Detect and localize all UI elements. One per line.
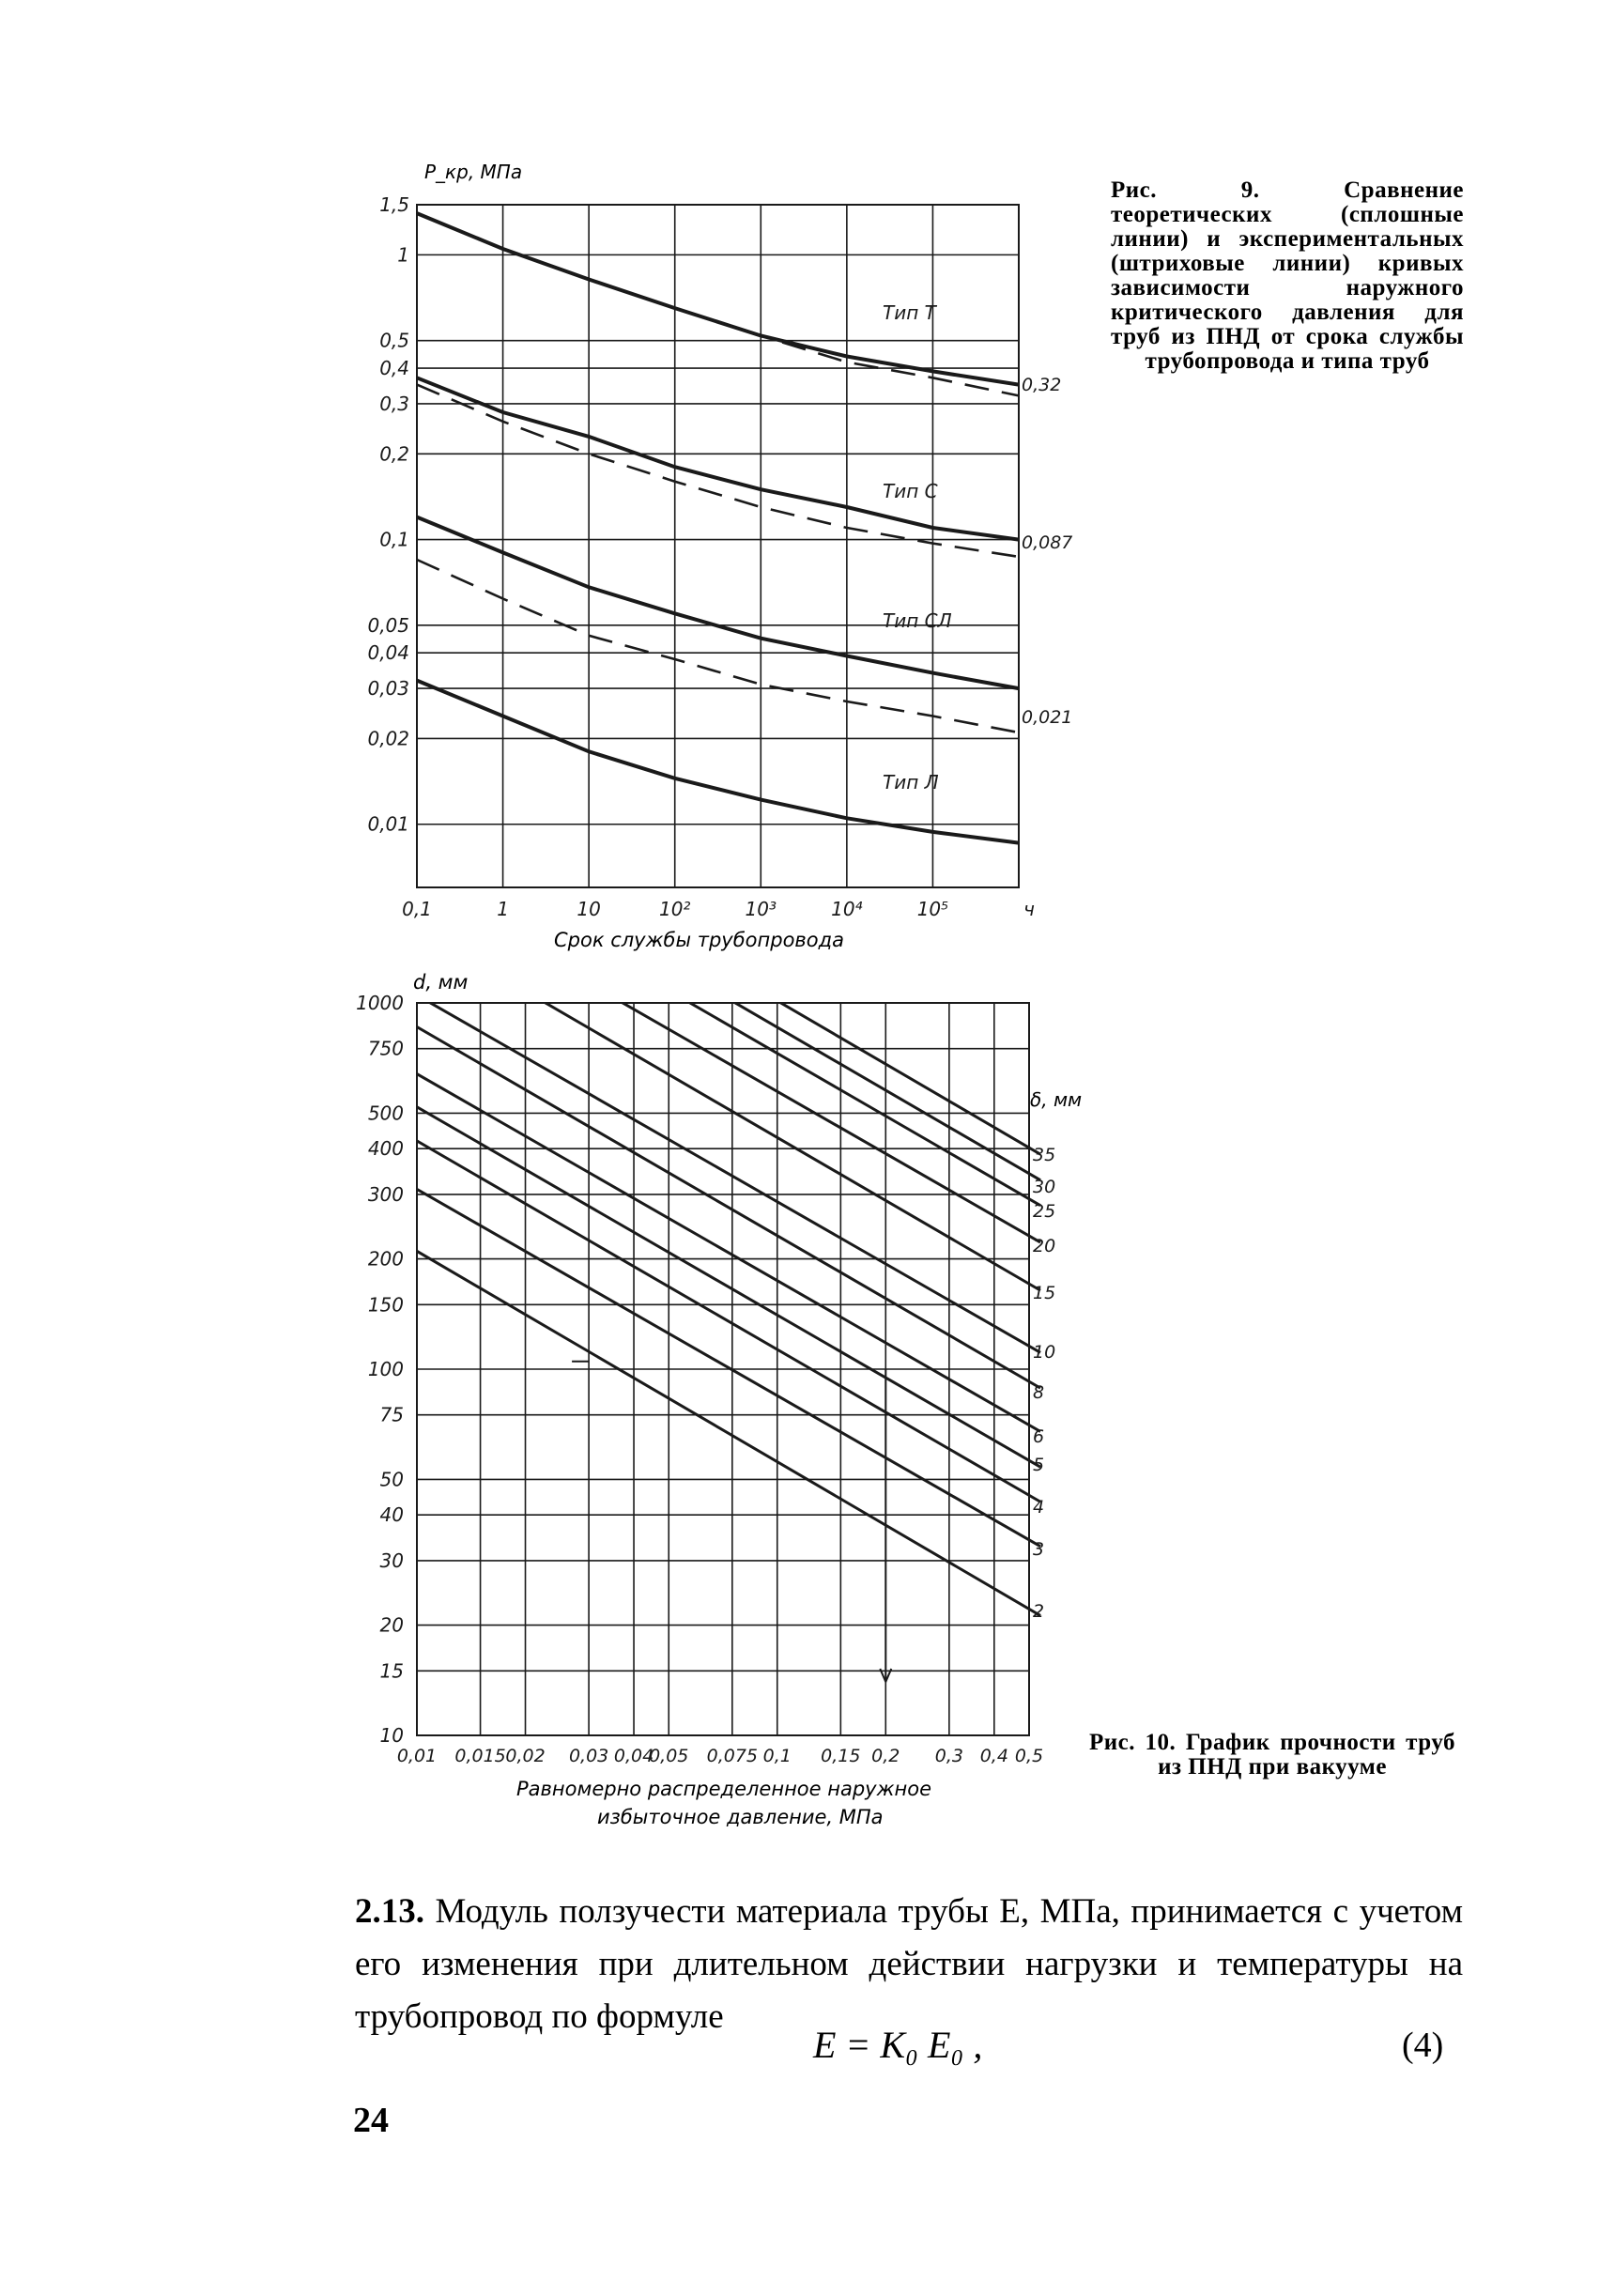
fig9-x-tick-label: 10³ (745, 898, 777, 920)
fig10-y-tick-label: 150 (367, 1293, 404, 1317)
fig10-x-tick-label: 0,015 (454, 1746, 506, 1766)
fig10-y-tick-label: 500 (367, 1102, 404, 1125)
fig10-delta-label: 25 (1033, 1201, 1056, 1222)
fig10-delta-line (417, 928, 1040, 1290)
fig10-x-tick-label: 0,1 (762, 1746, 792, 1766)
fig10-x-tick-label: 0,075 (706, 1746, 759, 1766)
fig10-x-tick-label: 0,03 (568, 1746, 609, 1766)
fig9-y-tick-label: 0,2 (379, 442, 409, 466)
fig10-x-tick-label: 0,4 (979, 1746, 1008, 1766)
fig10-y-tick-label: 75 (379, 1403, 404, 1426)
fig9-curve-label: Тип СЛ (883, 609, 952, 632)
fig10-y-tick-label: 10 (379, 1724, 404, 1747)
fig10-x-tick-label: 0,5 (1014, 1746, 1044, 1766)
fig10-x-tick-label: 0,3 (934, 1746, 963, 1766)
fig10-y-tick-label: 15 (379, 1659, 404, 1683)
fig10-x-tick-label: 0,04 (613, 1746, 654, 1766)
fig10-x-tick-label: 0,01 (396, 1746, 438, 1766)
fig9-y-tick-label: 0,5 (379, 329, 409, 352)
fig9-x-axis-label: Срок службы трубопровода (554, 929, 845, 951)
fig9-right-value: 0,32 (1022, 375, 1062, 395)
fig10-delta-line (417, 885, 1040, 1242)
fig10-y-tick-label: 400 (367, 1137, 404, 1161)
fig10-y-tick-label: 1000 (356, 992, 404, 1014)
paragraph-text: Модуль ползучести материала трубы E, МПа, принимается с учетом его изменения при длительном действии нагрузки и температуры на трубопровод по формуле (355, 1892, 1463, 2036)
fig10-delta-line (417, 1189, 1040, 1546)
fig9-x-tick-label: 10² (658, 898, 691, 920)
fig10-delta-line (417, 845, 1040, 1206)
figure-9-caption: Рис. 9. Сравнение теоретических (сплошные линии) и экспериментальных (штриховые линии) кривых зависимости наружного критического давления для труб из ПНД от срока службы трубопровода и типа труб (1111, 177, 1464, 374)
section-number: 2.13. (355, 1892, 424, 1931)
fig9-x-tick-label: 1 (497, 898, 509, 920)
fig10-delta-label: 35 (1033, 1145, 1056, 1165)
fig10-delta-line (417, 1107, 1040, 1467)
fig10-x-tick-label: 0,02 (505, 1746, 546, 1766)
fig9-y-tick-label: 1 (397, 243, 409, 267)
fig10-delta-label: 30 (1033, 1177, 1056, 1197)
fig10-delta-line (417, 791, 1040, 1154)
fig10-delta-label: 20 (1033, 1236, 1056, 1256)
fig10-right-axis-label: δ, мм (1030, 1088, 1083, 1111)
fig9-y-tick-label: 0,02 (367, 727, 409, 750)
fig9-curve-label: Тип Т (883, 301, 936, 324)
fig10-x-axis-label-line2: избыточное давление, МПа (597, 1806, 884, 1828)
fig10-y-tick-label: 30 (379, 1549, 404, 1572)
fig10-x-tick-label: 0,2 (871, 1746, 900, 1766)
fig10-delta-label: 10 (1033, 1342, 1056, 1363)
figure-10-caption: Рис. 10. График прочности труб из ПНД при вакууме (1089, 1730, 1455, 1780)
fig9-curve-label: Тип Л (883, 771, 939, 794)
fig10-delta-label: 3 (1033, 1539, 1045, 1560)
fig9-x-unit: ч (1023, 898, 1035, 920)
fig9-y-tick-label: 0,05 (367, 613, 409, 637)
fig10-y-tick-label: 750 (367, 1037, 404, 1060)
fig9-x-tick-label: 10⁵ (916, 898, 949, 920)
fig10-delta-label: 15 (1033, 1283, 1056, 1303)
fig9-x-tick-label: 0,1 (402, 898, 432, 920)
fig10-y-tick-label: 40 (379, 1503, 404, 1527)
fig10-delta-label: 8 (1033, 1382, 1045, 1403)
fig9-y-tick-label: 0,3 (379, 392, 409, 415)
fig9-y-tick-label: 1,5 (379, 193, 409, 216)
fig10-delta-label: 5 (1033, 1455, 1045, 1475)
formula-4: E = K₀ E₀ , (813, 2024, 983, 2066)
fig10-y-tick-label: 100 (367, 1358, 404, 1380)
fig10-series (417, 791, 1040, 1682)
fig10-delta-line (417, 1074, 1040, 1432)
fig9-y-tick-label: 0,04 (367, 641, 409, 665)
fig9-x-tick-label: 10 (577, 898, 601, 920)
fig10-y-axis-label: d, мм (413, 971, 469, 994)
fig10-x-axis-label-line1: Равномерно распределенное наружное (516, 1778, 932, 1800)
fig10-delta-line (417, 1027, 1040, 1389)
fig10-grid (417, 1003, 1029, 1735)
fig9-right-value: 0,087 (1022, 532, 1073, 553)
fig9-y-tick-label: 0,4 (379, 357, 409, 380)
fig9-y-tick-label: 0,1 (379, 528, 409, 551)
paragraph-2-13 (355, 1886, 1463, 2043)
fig9-y-tick-label: 0,01 (367, 812, 409, 836)
fig10-y-tick-label: 200 (367, 1247, 404, 1271)
fig10-y-tick-label: 300 (367, 1182, 404, 1206)
equation-number: (4) (1402, 2026, 1444, 2065)
fig9-y-axis-label: P_кр, МПа (424, 161, 523, 183)
fig9-y-tick-label: 0,03 (367, 677, 409, 701)
page-number: 24 (353, 2101, 389, 2140)
fig9-right-value: 0,021 (1022, 707, 1073, 728)
fig10-x-tick-label: 0,15 (821, 1746, 861, 1766)
fig9-x-tick-label: 10⁴ (831, 898, 863, 920)
fig10-delta-label: 4 (1033, 1497, 1045, 1518)
fig10-delta-line (417, 818, 1040, 1180)
fig10-y-tick-label: 50 (379, 1468, 404, 1491)
fig10-y-tick-label: 20 (379, 1613, 404, 1637)
fig10-delta-label: 6 (1033, 1426, 1045, 1447)
fig10-delta-label: 2 (1033, 1601, 1045, 1622)
fig9-curve-label: Тип С (883, 480, 938, 502)
fig10-x-tick-label: 0,05 (649, 1746, 689, 1766)
